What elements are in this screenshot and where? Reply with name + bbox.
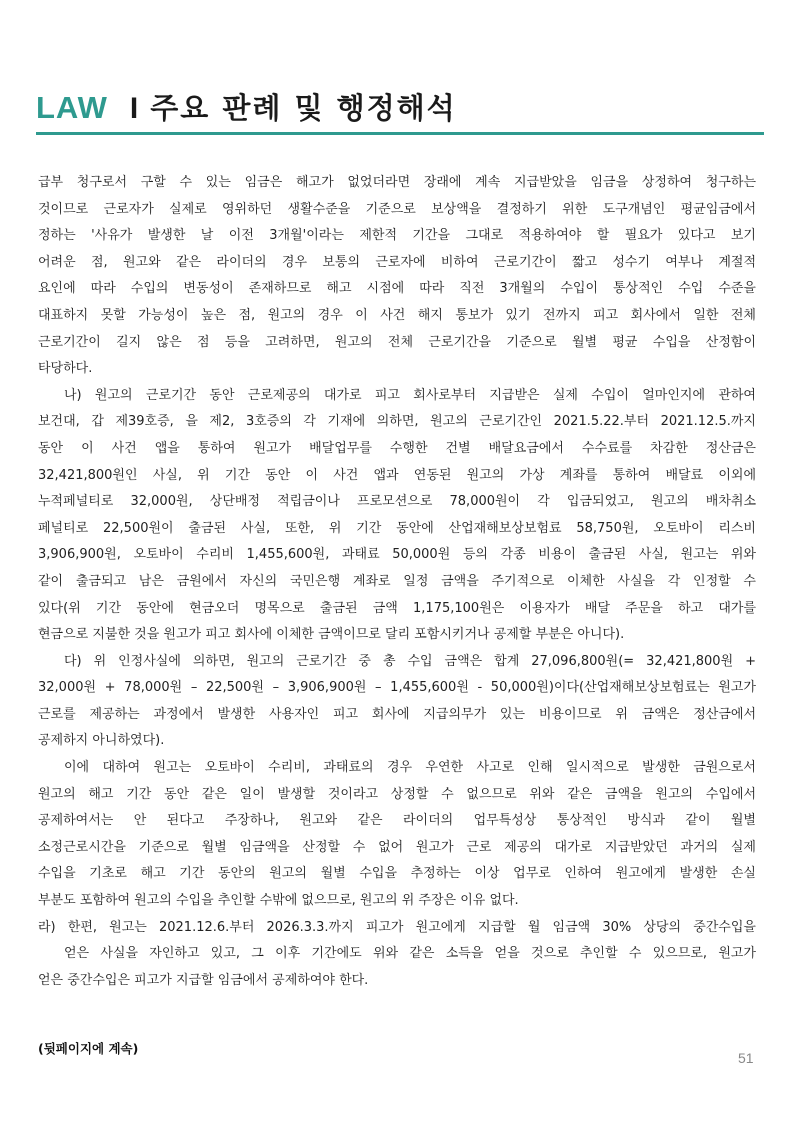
- body-line: 근로기간이 길지 않은 점 등을 고려하면, 원고의 전체 근로기간을 기준으로 월별 평균 수입을 산정함이: [38, 334, 756, 350]
- body-line: 이에 대하여 원고는 오토바이 수리비, 과태료의 경우 우연한 사고로 인해 일시적으로 발생한 금원으로서: [64, 760, 756, 776]
- section-label: LAW: [36, 90, 108, 125]
- body-line: 라) 한편, 원고는 2021.12.6.부터 2026.3.3.까지 피고가 원고에게 지급할 월 임금액 30% 상당의 중간수입을: [38, 919, 756, 935]
- body-line: 수입을 기초로 해고 기간 동안의 원고의 월별 수입을 추정하는 이상 업무로 인하여 원고에게 발생한 손실: [38, 866, 756, 882]
- body-line: 공제하지 아니하였다).: [38, 733, 165, 749]
- body-line: 공제하여서는 안 된다고 주장하나, 원고와 같은 라이더의 업무특성상 통상적인 방식과 같이 월별: [38, 813, 756, 829]
- body-line: 요인에 따라 수입의 변동성이 존재하므로 해고 시점에 따라 직전 3개월의 수입이 통상적인 수입 수준을: [38, 281, 756, 297]
- page-header: [36, 86, 457, 126]
- body-line: 나) 원고의 근로기간 동안 근로제공의 대가로 피고 회사로부터 지급받은 실제 수입이 얼마인지에 관하여: [64, 387, 756, 403]
- body-line: 원고의 해고 기간 동안 같은 일이 발생할 것이라고 상정할 수 없으므로 위와 같은 금액을 원고의 수입에서: [38, 786, 756, 802]
- header-separator: I: [129, 92, 139, 125]
- body-line: 동안 이 사건 앱을 통하여 원고가 배달업무를 수행한 건별 배달요금에서 수수료를 차감한 정산금은: [38, 440, 756, 456]
- body-line: 급부 청구로서 구할 수 있는 임금은 해고가 없었더라면 장래에 계속 지급받았을 임금을 상정하여 청구하는: [38, 175, 756, 190]
- body-text: [38, 170, 756, 994]
- body-line: 소정근로시간을 기준으로 월별 임금액을 산정할 수 없어 원고가 근로 제공의 대가로 지급받았던 과거의 실제: [38, 839, 756, 855]
- body-line: 보건대, 갑 제39호증, 을 제2, 3호증의 각 기재에 의하면, 원고의 근로기간인 2021.5.22.부터 2021.12.5.까지: [38, 414, 756, 430]
- body-line: 현금으로 지불한 것을 원고가 피고 회사에 이체한 금액이므로 달리 포함시키거나 공제할 부분은 아니다).: [38, 627, 625, 643]
- header-rule: [36, 132, 764, 135]
- body-line: 누적페널티로 32,000원, 상단배정 적립금이나 프로모션으로 78,000원이 각 입금되었고, 원고의 배차취소: [38, 494, 756, 510]
- body-line: 페널티로 22,500원이 출금된 사실, 또한, 위 기간 동안에 산업재해보상보험료 58,750원, 오토바이 리스비: [38, 520, 756, 536]
- body-line: 근로를 제공하는 과정에서 발생한 사용자인 피고 회사에 지급의무가 있는 비용이므로 위 금액은 정산금에서: [38, 706, 756, 722]
- body-line: 3,906,900원, 오토바이 수리비 1,455,600원, 과태료 50,000원 등의 각종 비용이 출금된 사실, 원고는 위와: [38, 547, 756, 563]
- body-line: 타당하다.: [38, 361, 93, 377]
- page-number: 51: [738, 1050, 754, 1066]
- body-line: 같이 출금되고 남은 금원에서 자신의 국민은행 계좌로 일정 금액을 주기적으로 이체한 사실을 각 인정할 수: [38, 573, 756, 589]
- continued-note: (뒷페이지에 계속): [38, 1041, 139, 1056]
- body-line: 어려운 점, 원고와 같은 라이더의 경우 보통의 근로자에 비하여 근로기간이 짧고 성수기 여부나 계절적: [38, 254, 756, 270]
- body-line: 32,000원 + 78,000원 – 22,500원 – 3,906,900원 – 1,455,600원 - 50,000원)이다(산업재해보상보험료는 원고가: [38, 680, 756, 696]
- body-line: 다) 위 인정사실에 의하면, 원고의 근로기간 중 총 수입 금액은 합계 27,096,800원(= 32,421,800원 +: [64, 653, 756, 669]
- body-line: 얻은 중간수입은 피고가 지급할 임금에서 공제하여야 한다.: [38, 972, 369, 988]
- page-title: 주요 판례 및 행정해석: [150, 91, 457, 125]
- body-line: 있다(위 기간 동안에 현금오더 명목으로 출금된 금액 1,175,100원은 이용자가 배달 주문을 하고 대가를: [38, 600, 756, 616]
- body-line: 정하는 '사유가 발생한 날 이전 3개월'이라는 제한적 기간을 그대로 적용하여야 할 필요가 있다고 보기: [38, 228, 756, 244]
- body-line: 것이므로 근로자가 실제로 영위하던 생활수준을 기준으로 보상액을 결정하기 위한 도구개념인 평균임금에서: [38, 201, 756, 217]
- body-line: 부분도 포함하여 원고의 수입을 추인할 수밖에 없으므로, 원고의 위 주장은 이유 없다.: [38, 893, 519, 909]
- body-line: 얻은 사실을 자인하고 있고, 그 이후 기간에도 위와 같은 소득을 얻을 것으로 추인할 수 있으므로, 원고가: [64, 946, 756, 962]
- body-line: 대표하지 못할 가능성이 높은 점, 원고의 경우 이 사건 해지 통보가 있기 전까지 피고 회사에서 일한 전체: [38, 307, 756, 323]
- body-line: 32,421,800원인 사실, 위 기간 동안 이 사건 앱과 연동된 원고의 가상 계좌를 통하여 배달료 이외에: [38, 467, 756, 483]
